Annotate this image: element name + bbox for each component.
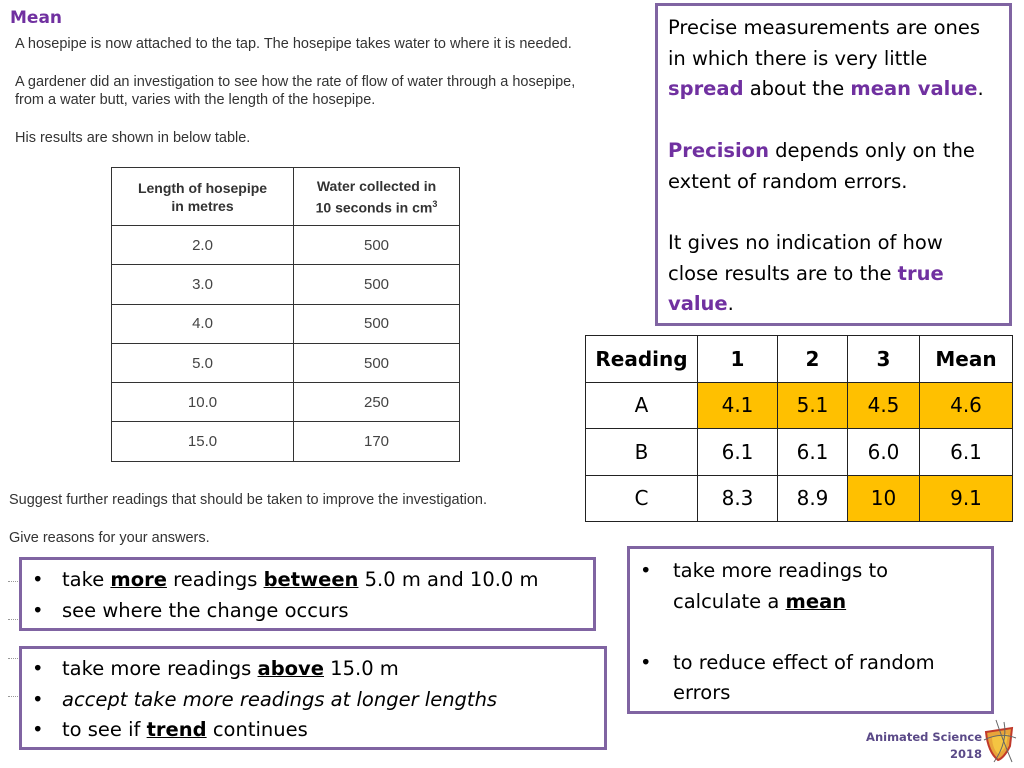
precision-definition-box [655, 3, 1012, 326]
header-length-line2: in metres [171, 197, 234, 214]
text: take more readings [62, 657, 258, 680]
keyword-mean: mean [785, 589, 847, 613]
text: to reduce effect of random errors [673, 650, 935, 704]
precision-paragraph-1 [668, 13, 999, 105]
cell-value: 8.9 [778, 475, 848, 522]
text: depends only on the extent of random errors. [668, 138, 975, 193]
footer-brand: Animated Science [866, 730, 982, 744]
text: Precise measurements are ones in which there is very little [668, 16, 981, 70]
cell-mean: 4.6 [920, 382, 1013, 429]
cell-water: 500 [294, 343, 460, 382]
keyword-more: more [110, 568, 167, 591]
cell-water: 170 [294, 422, 460, 461]
answer-box-above [19, 646, 607, 750]
table-row [112, 304, 460, 343]
question-intro: A hosepipe is now attached to the tap. The hosepipe takes water to where it is needed. [15, 36, 572, 52]
header-2: 2 [778, 336, 848, 383]
table-header-row [112, 168, 460, 226]
cell-length: 2.0 [112, 226, 294, 265]
header-mean: Mean [920, 336, 1013, 383]
cell-water: 500 [294, 226, 460, 265]
row-label: A [586, 382, 698, 429]
table-row [586, 429, 1013, 476]
cell-value: 6.1 [778, 429, 848, 476]
list-item [22, 565, 593, 596]
list-item [22, 596, 593, 627]
text: take more readings to calculate a [673, 559, 889, 613]
table-header-row [586, 336, 1013, 383]
cell-water: 500 [294, 304, 460, 343]
animated-science-logo-icon [982, 718, 1018, 764]
bullet-icon: • [640, 559, 652, 582]
list-item [22, 685, 604, 716]
bullet-icon: • [32, 718, 44, 741]
bullet-icon: • [32, 598, 44, 622]
cell-mean: 6.1 [920, 429, 1013, 476]
cell-length: 3.0 [112, 265, 294, 304]
header-1: 1 [698, 336, 778, 383]
bullet-icon: • [640, 650, 652, 674]
row-label: C [586, 475, 698, 522]
keyword-between: between [263, 568, 359, 591]
list-item [630, 648, 971, 709]
text: to see if [62, 718, 147, 741]
footer-year: 2018 [949, 747, 982, 761]
text: . [727, 292, 734, 316]
text: 15.0 m [323, 657, 399, 680]
question-investigation-line1: A gardener did an investigation to see how the rate of flow of water through a hosepipe, [15, 74, 576, 90]
footer-credit [866, 729, 982, 763]
cell-value: 4.5 [848, 382, 920, 429]
cell-length: 10.0 [112, 383, 294, 422]
text: continues [206, 718, 308, 741]
keyword-mean-value: mean value [850, 77, 978, 101]
text: see where the change occurs [62, 598, 349, 622]
cell-value: 10 [848, 475, 920, 522]
text: It gives no indication of how close results are to the [668, 230, 943, 285]
answer-box-mean [627, 546, 994, 714]
bullet-icon: • [32, 568, 44, 591]
cell-value: 6.0 [848, 429, 920, 476]
bullet-icon: • [32, 657, 44, 680]
cell-value: 8.3 [698, 475, 778, 522]
keyword-precision: Precision [668, 138, 769, 162]
table-row [586, 382, 1013, 429]
precision-paragraph-2 [668, 136, 999, 197]
table-row [112, 422, 460, 461]
keyword-trend: trend [146, 718, 207, 741]
precision-paragraph-3 [668, 228, 999, 320]
table-row [112, 343, 460, 382]
header-water-line1: Water collected in [316, 177, 437, 194]
cell-length: 15.0 [112, 422, 294, 461]
text: accept take more readings at longer lengths [62, 687, 498, 711]
header-water-line2: 10 seconds in cm [315, 199, 433, 216]
hosepipe-results-table [111, 167, 460, 462]
question-suggest: Suggest further readings that should be taken to improve the investigation. [9, 492, 487, 508]
readings-table [585, 335, 1013, 522]
text: take [62, 568, 111, 591]
cell-value: 4.1 [698, 382, 778, 429]
header-water [294, 168, 460, 226]
table-row [112, 226, 460, 265]
header-water-sup: 3 [432, 198, 438, 209]
answer-box-between [19, 557, 596, 631]
slide-title: Mean [10, 8, 63, 28]
row-label: B [586, 429, 698, 476]
question-investigation-line2: from a water butt, varies with the length of the hosepipe. [15, 92, 376, 108]
keyword-spread: spread [668, 77, 744, 101]
cell-water: 500 [294, 265, 460, 304]
question-reasons: Give reasons for your answers. [9, 530, 210, 546]
cell-mean: 9.1 [920, 475, 1013, 522]
table-row [112, 383, 460, 422]
table-row [112, 265, 460, 304]
list-item [630, 556, 971, 617]
text: about the [743, 77, 851, 101]
keyword-true-value: true value [668, 261, 944, 316]
list-item [22, 654, 604, 685]
cell-value: 5.1 [778, 382, 848, 429]
keyword-above: above [257, 657, 324, 680]
header-length [112, 168, 294, 226]
header-3: 3 [848, 336, 920, 383]
cell-length: 5.0 [112, 343, 294, 382]
table-row [586, 475, 1013, 522]
cell-water: 250 [294, 383, 460, 422]
text: . [977, 77, 984, 101]
cell-length: 4.0 [112, 304, 294, 343]
cell-value: 6.1 [698, 429, 778, 476]
header-reading: Reading [586, 336, 698, 383]
bullet-icon: • [32, 687, 44, 711]
question-results-intro: His results are shown in below table. [15, 130, 251, 146]
header-length-line1: Length of hosepipe [137, 179, 268, 196]
text: 5.0 m and 10.0 m [358, 568, 539, 591]
list-item [22, 715, 604, 746]
text: readings [166, 568, 264, 591]
